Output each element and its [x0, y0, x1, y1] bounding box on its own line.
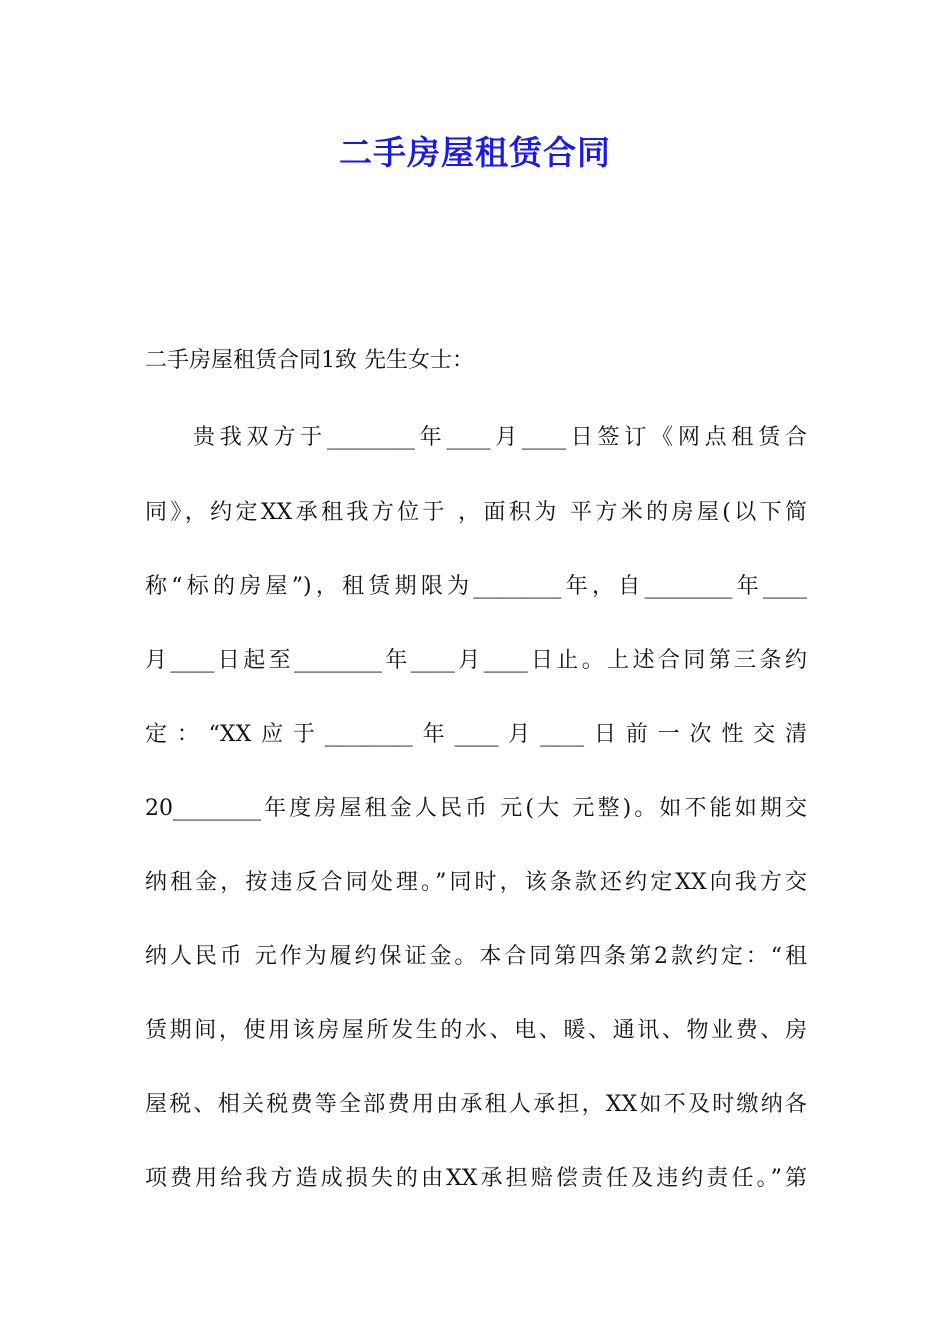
paragraph-line-3: 称“标的房屋”)，租赁期限为________年，自________年____ [145, 574, 807, 599]
paragraph-line-4: 月____日起至________年____月____日止。上述合同第三条约 [145, 648, 807, 673]
document-title: 二手房屋租赁合同 [339, 133, 611, 172]
paragraph-line-2: 同》，约定XX承租我方位于 ，面积为 平方米的房屋(以下简 [145, 500, 807, 525]
paragraph-line-9: 赁期间，使用该房屋所发生的水、电、暖、通讯、物业费、房 [145, 1018, 807, 1043]
paragraph-line-8: 纳人民币 元作为履约保证金。本合同第四条第2款约定：“租 [145, 944, 807, 969]
paragraph-line-10: 屋税、相关税费等全部费用由承租人承担，XX如不及时缴纳各 [145, 1092, 807, 1117]
paragraph-line-11: 项费用给我方造成损失的由XX承担赔偿责任及违约责任。”第 [145, 1166, 807, 1191]
paragraph-line-5: 定：“XX应于________年____月____日前一次性交清 [145, 722, 807, 747]
salutation-line: 二手房屋租赁合同1致 先生女士： [145, 348, 474, 373]
paragraph-line-7: 纳租金，按违反合同处理。”同时，该条款还约定XX向我方交 [145, 870, 807, 895]
paragraph-line-1: 贵我双方于________年____月____日签订《网点租赁合 [193, 425, 807, 450]
paragraph-line-6: 20________年度房屋租金人民币 元(大 元整)。如不能如期交 [145, 796, 807, 821]
